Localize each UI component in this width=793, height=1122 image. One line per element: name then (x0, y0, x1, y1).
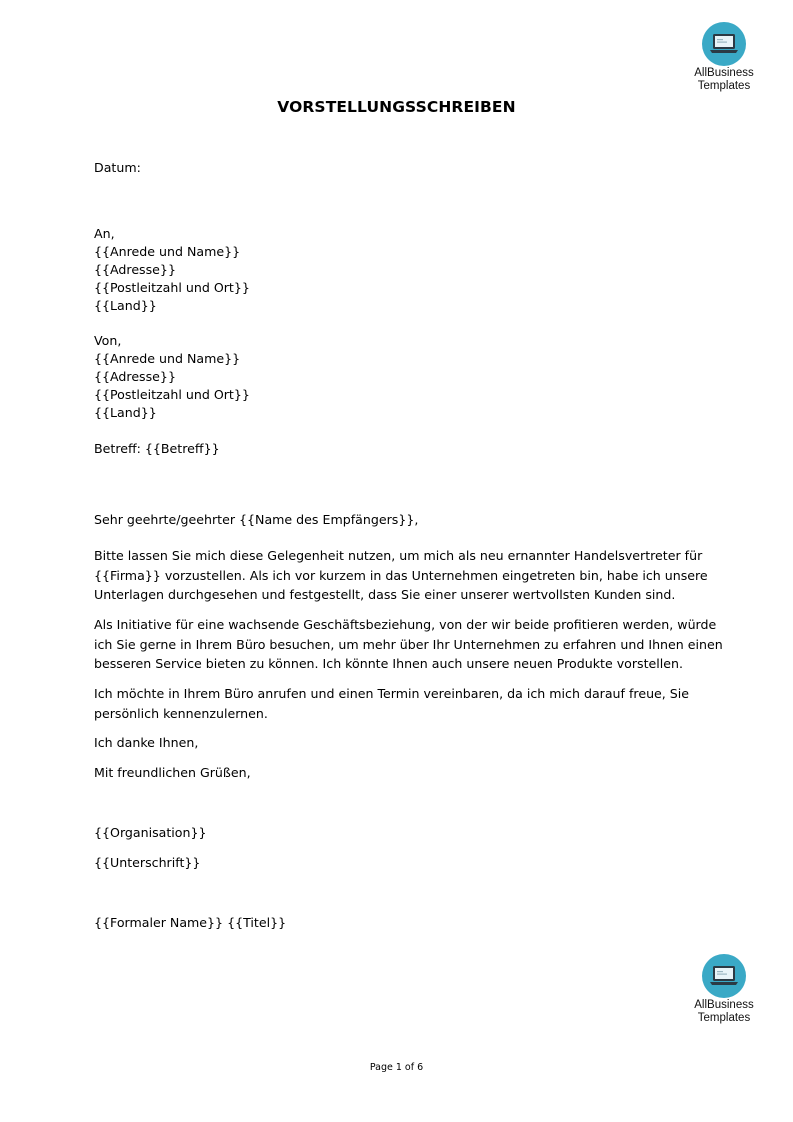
salutation: Sehr geehrte/geehrter {{Name des Empfängers}}, (94, 512, 419, 527)
sender-block (94, 332, 250, 422)
subject-line: Betreff: {{Betreff}} (94, 441, 220, 456)
sender-line: {{Anrede und Name}} (94, 351, 241, 366)
recipient-label: An, (94, 226, 115, 241)
sender-label: Von, (94, 333, 122, 348)
body-paragraph-1 (94, 546, 708, 605)
allbusiness-logo-bottom (684, 954, 764, 1025)
sender-line: {{Adresse}} (94, 369, 176, 384)
logo-line-2: Templates (697, 1012, 751, 1024)
recipient-line: {{Postleitzahl und Ort}} (94, 280, 250, 295)
laptop-icon (702, 954, 746, 998)
page-number: Page 1 of 6 (369, 1062, 424, 1073)
recipient-line: {{Anrede und Name}} (94, 244, 241, 259)
body-paragraph-3 (94, 684, 694, 723)
signature-placeholder: {{Unterschrift}} (94, 855, 201, 870)
closing-line: Mit freundlichen Grüßen, (94, 765, 251, 780)
logo-line-2: Templates (697, 80, 751, 92)
date-label: Datum: (94, 160, 141, 175)
laptop-icon (702, 22, 746, 66)
paragraph-line: persönlich kennenzulernen. (94, 705, 268, 721)
paragraph-line: Bitte lassen Sie mich diese Gelegenheit nutzen, um mich als neu ernannter Handelsvertreter für (94, 548, 703, 563)
recipient-line: {{Adresse}} (94, 262, 176, 277)
paragraph-line: Als Initiative für eine wachsende Geschäftsbeziehung, von der wir beide profitieren werden, würde (94, 617, 717, 632)
paragraph-line: Unterlagen durchgesehen und festgestellt, dass Sie einer unserer wertvollsten Kunden sind. (94, 587, 676, 602)
sender-line: {{Land}} (94, 405, 157, 420)
formal-name-placeholder: {{Formaler Name}} {{Titel}} (94, 915, 287, 930)
recipient-block (94, 225, 250, 315)
paragraph-line: {{Firma}} vorzustellen. Als ich vor kurzem in das Unternehmen eingetreten bin, habe ich unsere (94, 567, 708, 583)
paragraph-line: besseren Service bieten zu können. Ich könnte Ihnen auch unsere neuen Produkte vorstellen. (94, 656, 684, 671)
paragraph-line: ich Sie gerne in Ihrem Büro besuchen, um mehr über Ihr Unternehmen zu erfahren und Ihnen einen (94, 636, 723, 652)
paragraph-line: Ich möchte in Ihrem Büro anrufen und einen Termin vereinbaren, da ich mich darauf freue, Sie (94, 686, 690, 701)
document-title: VORSTELLUNGSSCHREIBEN (277, 98, 516, 116)
logo-line-1: AllBusiness (694, 999, 754, 1011)
logo-line-1: AllBusiness (694, 67, 754, 79)
sender-line: {{Postleitzahl und Ort}} (94, 387, 250, 402)
body-paragraph-2 (94, 615, 723, 674)
recipient-line: {{Land}} (94, 298, 157, 313)
thanks-line: Ich danke Ihnen, (94, 735, 199, 750)
allbusiness-logo-top (684, 22, 764, 93)
organisation-placeholder: {{Organisation}} (94, 825, 207, 840)
